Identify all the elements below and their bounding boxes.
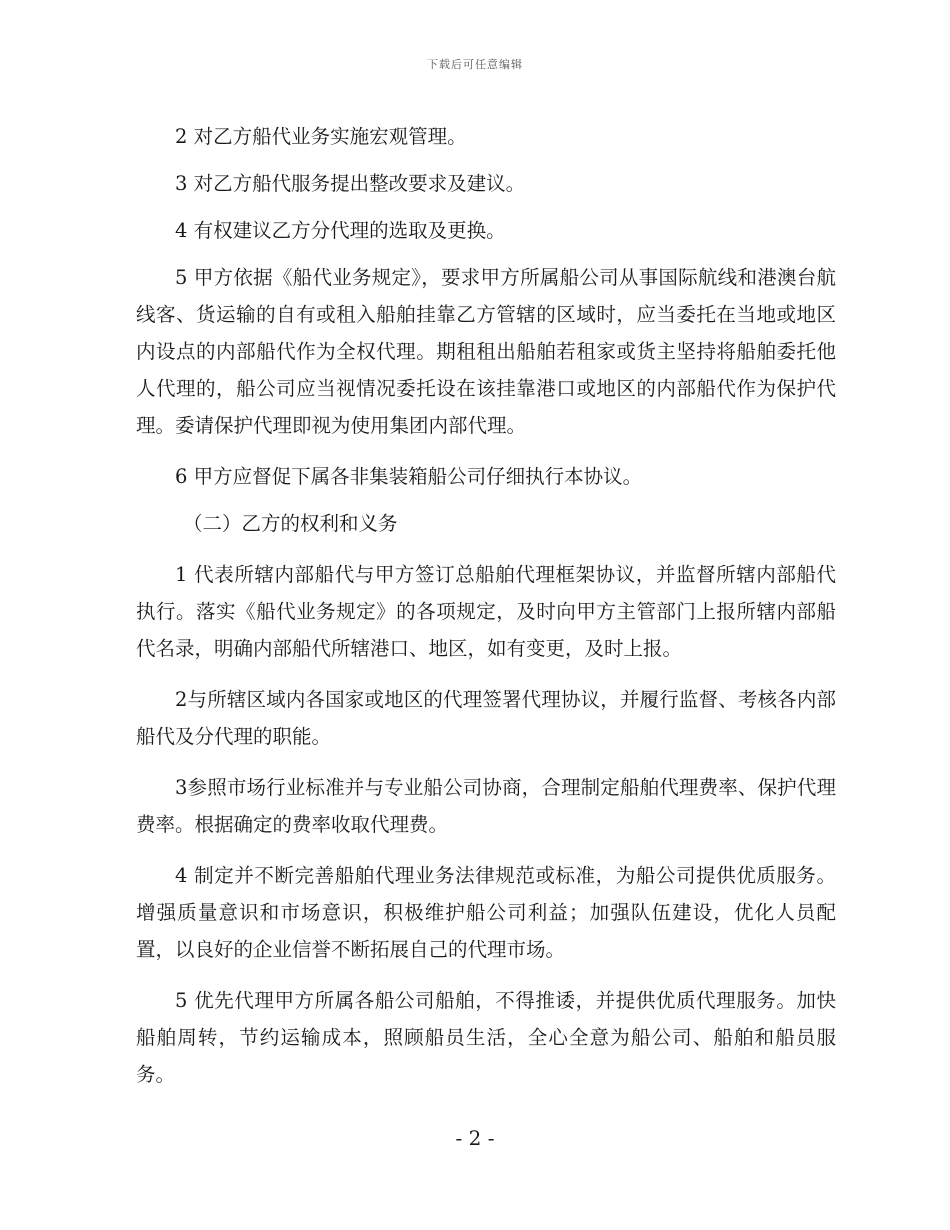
paragraph-item-2: 2 对乙方船代业务实施宏观管理。 (175, 125, 467, 148)
paragraph-item-5: 5 甲方依据《船代业务规定》，要求甲方所属船公司从事国际航线和港澳台航线客、货运输的自有或租入船舶挂靠乙方管辖的区域时，应当委托在当地或地区内设点的内部船代作为全权代理。期租租出船舶若租家或货主坚持将船舶委托他人代理的，船公司应当视情况委托设在该挂靠港口或地区的内部船代作为保护代理。委请保护代理即视为使用集团内部代理。 (136, 266, 836, 437)
section-paragraph-4: 4 制定并不断完善船舶代理业务法律规范或标准，为船公司提供优质服务。增强质量意识和市场意识，积极维护船公司利益；加强队伍建设，优化人员配置，以良好的企业信誉不断拓展自己的代理市场。 (136, 864, 836, 961)
section-heading: （二）乙方的权利和义务 (183, 512, 398, 535)
paragraph-item-6: 6 甲方应督促下属各非集装箱船公司仔细执行本协议。 (175, 465, 643, 488)
section-paragraph-5: 5 优先代理甲方所属各船公司船舶，不得推诿，并提供优质代理服务。加快船舶周转，节约运输成本，照顾船员生活，全心全意为船公司、船舶和船员服务。 (136, 989, 836, 1086)
paragraph-item-4: 4 有权建议乙方分代理的选取及更换。 (175, 219, 506, 242)
page-header-note: 下载后可任意编辑 (427, 58, 523, 71)
section-paragraph-3: 3参照市场行业标准并与专业船公司协商，合理制定船舶代理费率、保护代理费率。根据确定的费率收取代理费。 (136, 776, 836, 836)
section-paragraph-2: 2与所辖区域内各国家或地区的代理签署代理协议，并履行监督、考核各内部船代及分代理的职能。 (136, 688, 836, 748)
paragraph-item-3: 3 对乙方船代服务提出整改要求及建议。 (175, 172, 526, 195)
page-number: - 2 - (455, 1126, 495, 1150)
section-paragraph-1: 1 代表所辖内部船代与甲方签订总船舶代理框架协议，并监督所辖内部船代执行。落实《船代业务规定》的各项规定，及时向甲方主管部门上报所辖内部船代名录，明确内部船代所辖港口、地区，如有变更，及时上报。 (136, 563, 836, 660)
document-body (136, 118, 836, 1107)
